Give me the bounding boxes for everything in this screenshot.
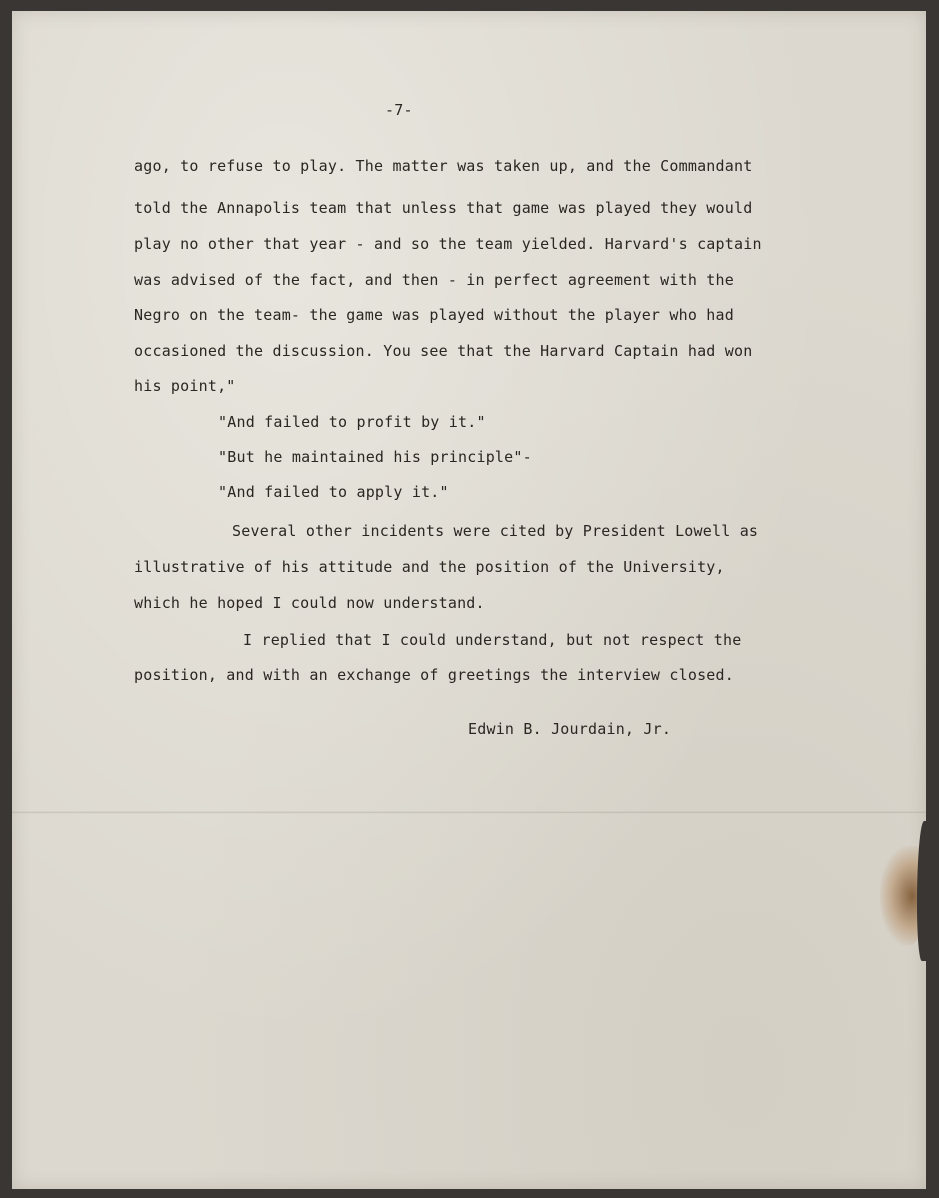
page-number: -7-: [385, 101, 413, 119]
body-line: told the Annapolis team that unless that game was played they would: [134, 199, 753, 217]
body-line: ago, to refuse to play. The matter was taken up, and the Commandant: [134, 157, 753, 175]
paragraph-line: I replied that I could understand, but not respect the: [243, 631, 742, 649]
signature: Edwin B. Jourdain, Jr.: [468, 720, 672, 738]
body-line: play no other that year - and so the team yielded. Harvard's captain: [134, 235, 762, 253]
quote-line: "But he maintained his principle"-: [218, 448, 532, 466]
paragraph-line: Several other incidents were cited by President Lowell as: [232, 522, 759, 540]
paragraph-line: illustrative of his attitude and the position of the University,: [134, 558, 725, 576]
paragraph-line: which he hoped I could now understand.: [134, 594, 485, 612]
body-line: was advised of the fact, and then - in perfect agreement with the: [134, 271, 734, 289]
quote-line: "And failed to profit by it.": [218, 413, 486, 431]
fold-crease: [12, 811, 926, 814]
body-line: Negro on the team- the game was played without the player who had: [134, 306, 734, 324]
edge-tear: [917, 821, 929, 961]
body-line: his point,": [134, 377, 236, 395]
paragraph-line: position, and with an exchange of greetings the interview closed.: [134, 666, 734, 684]
body-line: occasioned the discussion. You see that the Harvard Captain had won: [134, 342, 753, 360]
quote-line: "And failed to apply it.": [218, 483, 449, 501]
